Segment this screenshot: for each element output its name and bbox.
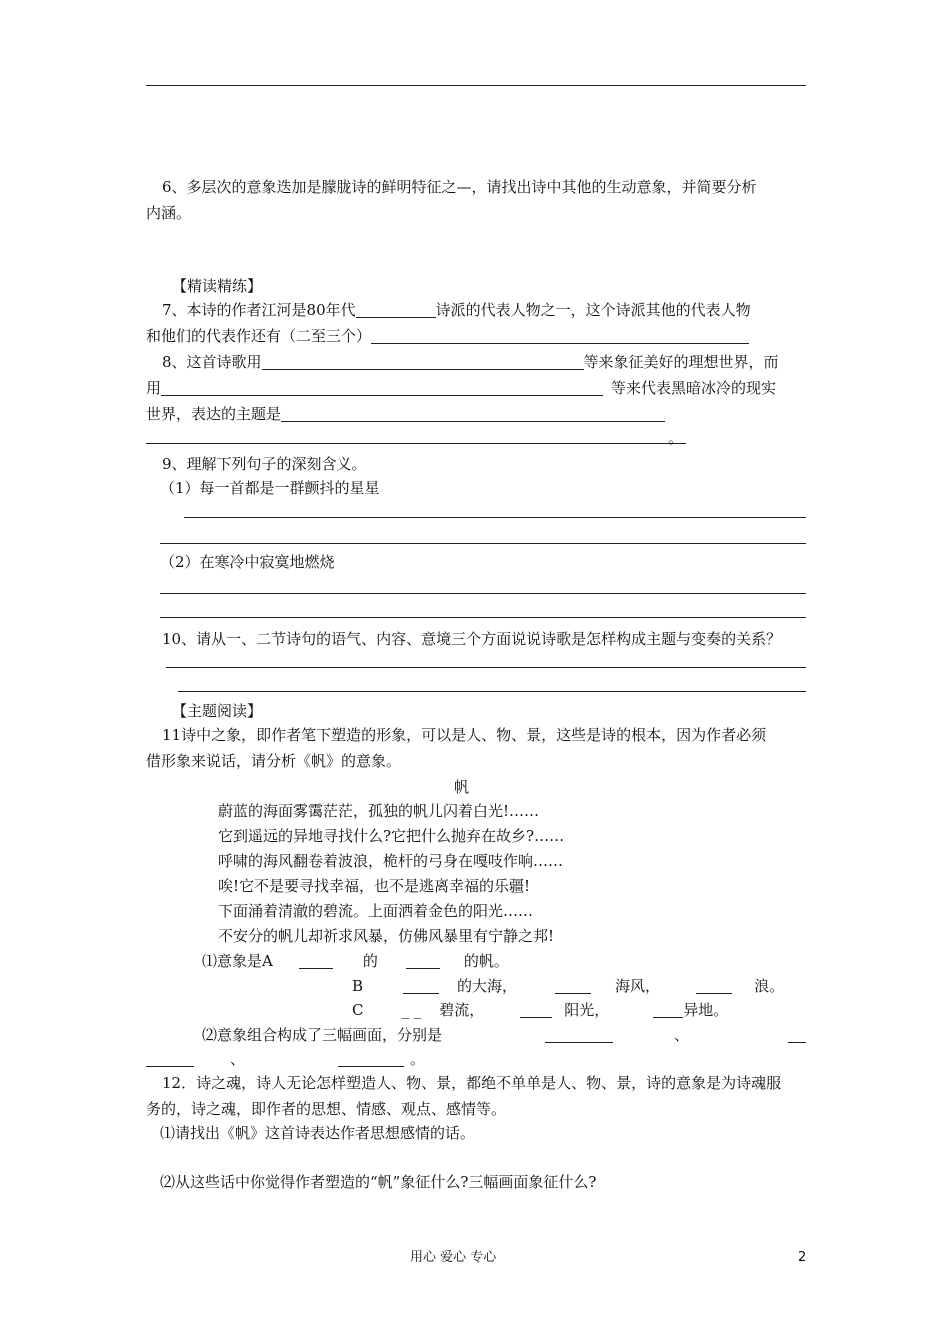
q7-blank-authors[interactable] bbox=[371, 328, 749, 344]
fill-line-B bbox=[352, 976, 784, 996]
q8-text-a: 8、这首诗歌用 bbox=[162, 353, 262, 371]
fill-p2-line bbox=[202, 1025, 442, 1045]
footer-slogan: 用心 爱心 专心 bbox=[410, 1250, 497, 1265]
fill-A-de1: 的 bbox=[362, 952, 378, 970]
fill-A-blank1[interactable] bbox=[299, 953, 333, 969]
fill-p2-period: 。 bbox=[410, 1050, 426, 1068]
q12-sub1: ⑴请找出《帆》这首诗表达作者思想感情的话。 bbox=[160, 1124, 476, 1142]
q8-line3 bbox=[146, 404, 665, 424]
q12-sub2: ⑵从这些话中你觉得作者塑造的“帆”象征什么?三幅画面象征什么? bbox=[160, 1173, 597, 1191]
q9-answer1-line2[interactable] bbox=[160, 543, 806, 544]
q8-line2 bbox=[146, 378, 776, 398]
fill-C-blank1[interactable]: _ _ bbox=[401, 1001, 422, 1019]
fill-p2-blank2-start[interactable] bbox=[788, 1025, 806, 1043]
q8-text-b: 等来象征美好的理想世界，而 bbox=[583, 353, 779, 371]
q8-answer-line[interactable] bbox=[146, 443, 686, 444]
q7-text-c: 和他们的代表作还有（二至三个） bbox=[146, 327, 372, 345]
q8-period: 。 bbox=[668, 429, 684, 447]
q9-answer1-line1[interactable] bbox=[184, 517, 806, 518]
fill-p1-line-A bbox=[202, 951, 509, 971]
fill-B-blank1[interactable] bbox=[403, 978, 439, 994]
q10-text: 10、请从一、二节诗句的语气、内容、意境三个方面说说诗歌是怎样构成主题与变奏的关系？ bbox=[162, 630, 782, 648]
poem-title: 帆 bbox=[454, 778, 470, 796]
fill-C-label: C bbox=[352, 1001, 364, 1019]
q9-sentence1: （1）每一首都是一群颤抖的星星 bbox=[160, 479, 380, 497]
fill-C-text2: 阳光， bbox=[564, 1001, 610, 1019]
poem-line-6: 不安分的帆儿却祈求风暴，仿佛风暴里有宁静之邦! bbox=[218, 927, 555, 945]
q9-sentence2: （2）在寒冷中寂寞地燃烧 bbox=[160, 553, 335, 571]
q12-line2: 务的，诗之魂，即作者的思想、情感、观点、感情等。 bbox=[146, 1100, 507, 1118]
q12-line1: 12．诗之魂，诗人无论怎样塑造人、物、景，都绝不单单是人、物、景，诗的意象是为诗魂服 bbox=[162, 1074, 782, 1092]
q9-answer2-line2[interactable] bbox=[160, 617, 806, 618]
fill-p2-blank2-end[interactable] bbox=[146, 1049, 194, 1067]
q8-line1 bbox=[162, 352, 779, 372]
fill-A-blank2[interactable] bbox=[406, 953, 440, 969]
page-number: 2 bbox=[798, 1250, 807, 1265]
fill-p1-prefix: ⑴意象是A bbox=[202, 952, 273, 970]
poem-line-2: 它到遥远的异地寻找什么?它把什么抛弃在故乡?…… bbox=[218, 827, 565, 845]
fill-p2-dun2: 、 bbox=[230, 1050, 246, 1068]
fill-C-text1: 碧流， bbox=[439, 1001, 485, 1019]
q10-answer-line2[interactable] bbox=[178, 691, 806, 692]
q6-line2: 内涵。 bbox=[146, 204, 192, 222]
fill-line-C bbox=[352, 1000, 728, 1020]
fill-p2-blank1[interactable] bbox=[545, 1025, 613, 1043]
q8-text-c: 用 bbox=[146, 379, 162, 397]
fill-B-text1: 的大海， bbox=[457, 977, 518, 995]
q7-text-a: 7、本诗的作者江河是80年代 bbox=[162, 301, 356, 319]
fill-C-text3: 异地。 bbox=[683, 1001, 729, 1019]
fill-p2-blank3[interactable] bbox=[338, 1049, 404, 1067]
q11-line1: 11诗中之象，即作者笔下塑造的形象，可以是人、物、景，这些是诗的根本，因为作者必须 bbox=[162, 726, 767, 744]
fill-A-suffix: 的帆。 bbox=[463, 952, 509, 970]
q9-title: 9、理解下列句子的深刻含义。 bbox=[162, 455, 367, 473]
fill-B-blank2[interactable] bbox=[555, 978, 591, 994]
fill-C-blank3[interactable] bbox=[653, 1002, 683, 1018]
q8-blank-theme[interactable] bbox=[281, 406, 665, 422]
fill-p2-text: ⑵意象组合构成了三幅画面，分别是 bbox=[202, 1026, 443, 1044]
q8-text-d: 等来代表黑暗冰冷的现实 bbox=[611, 379, 777, 397]
fill-B-blank3[interactable] bbox=[696, 978, 732, 994]
q7-line1 bbox=[162, 300, 751, 320]
section-heading-jingdu: 【精读精练】 bbox=[172, 277, 263, 295]
q9-answer2-line1[interactable] bbox=[160, 593, 806, 594]
q7-text-b: 诗派的代表人物之一，这个诗派其他的代表人物 bbox=[435, 301, 751, 319]
q8-text-e: 世界，表达的主题是 bbox=[146, 405, 282, 423]
q10-answer-line1[interactable] bbox=[166, 667, 806, 668]
fill-p2-dun1: 、 bbox=[674, 1026, 690, 1044]
section-heading-zhuti: 【主题阅读】 bbox=[172, 702, 263, 720]
q6-line1: 6、多层次的意象迭加是朦胧诗的鲜明特征之—，请找出诗中其他的生动意象，并简要分析 bbox=[162, 178, 757, 196]
q7-blank-school[interactable] bbox=[356, 302, 436, 318]
q8-blank-ideal[interactable] bbox=[262, 354, 584, 370]
q8-blank-reality[interactable] bbox=[161, 380, 603, 396]
q11-line2: 借形象来说话，请分析《帆》的意象。 bbox=[146, 752, 402, 770]
fill-B-text3: 浪。 bbox=[754, 977, 785, 995]
poem-line-3: 呼啸的海风翻卷着波浪，桅杆的弓身在嘎吱作响…… bbox=[218, 852, 564, 870]
fill-C-blank2[interactable] bbox=[520, 1002, 552, 1018]
poem-line-1: 蔚蓝的海面雾霭茫茫，孤独的帆儿闪着白光!…… bbox=[218, 802, 540, 820]
q7-line2 bbox=[146, 326, 749, 346]
header-rule bbox=[146, 85, 806, 86]
poem-line-4: 唉!它不是要寻找幸福，也不是逃离幸福的乐疆! bbox=[218, 877, 531, 895]
poem-line-5: 下面涌着清澈的碧流。上面洒着金色的阳光…… bbox=[218, 902, 534, 920]
fill-B-label: B bbox=[352, 977, 364, 995]
fill-B-text2: 海风， bbox=[615, 977, 661, 995]
